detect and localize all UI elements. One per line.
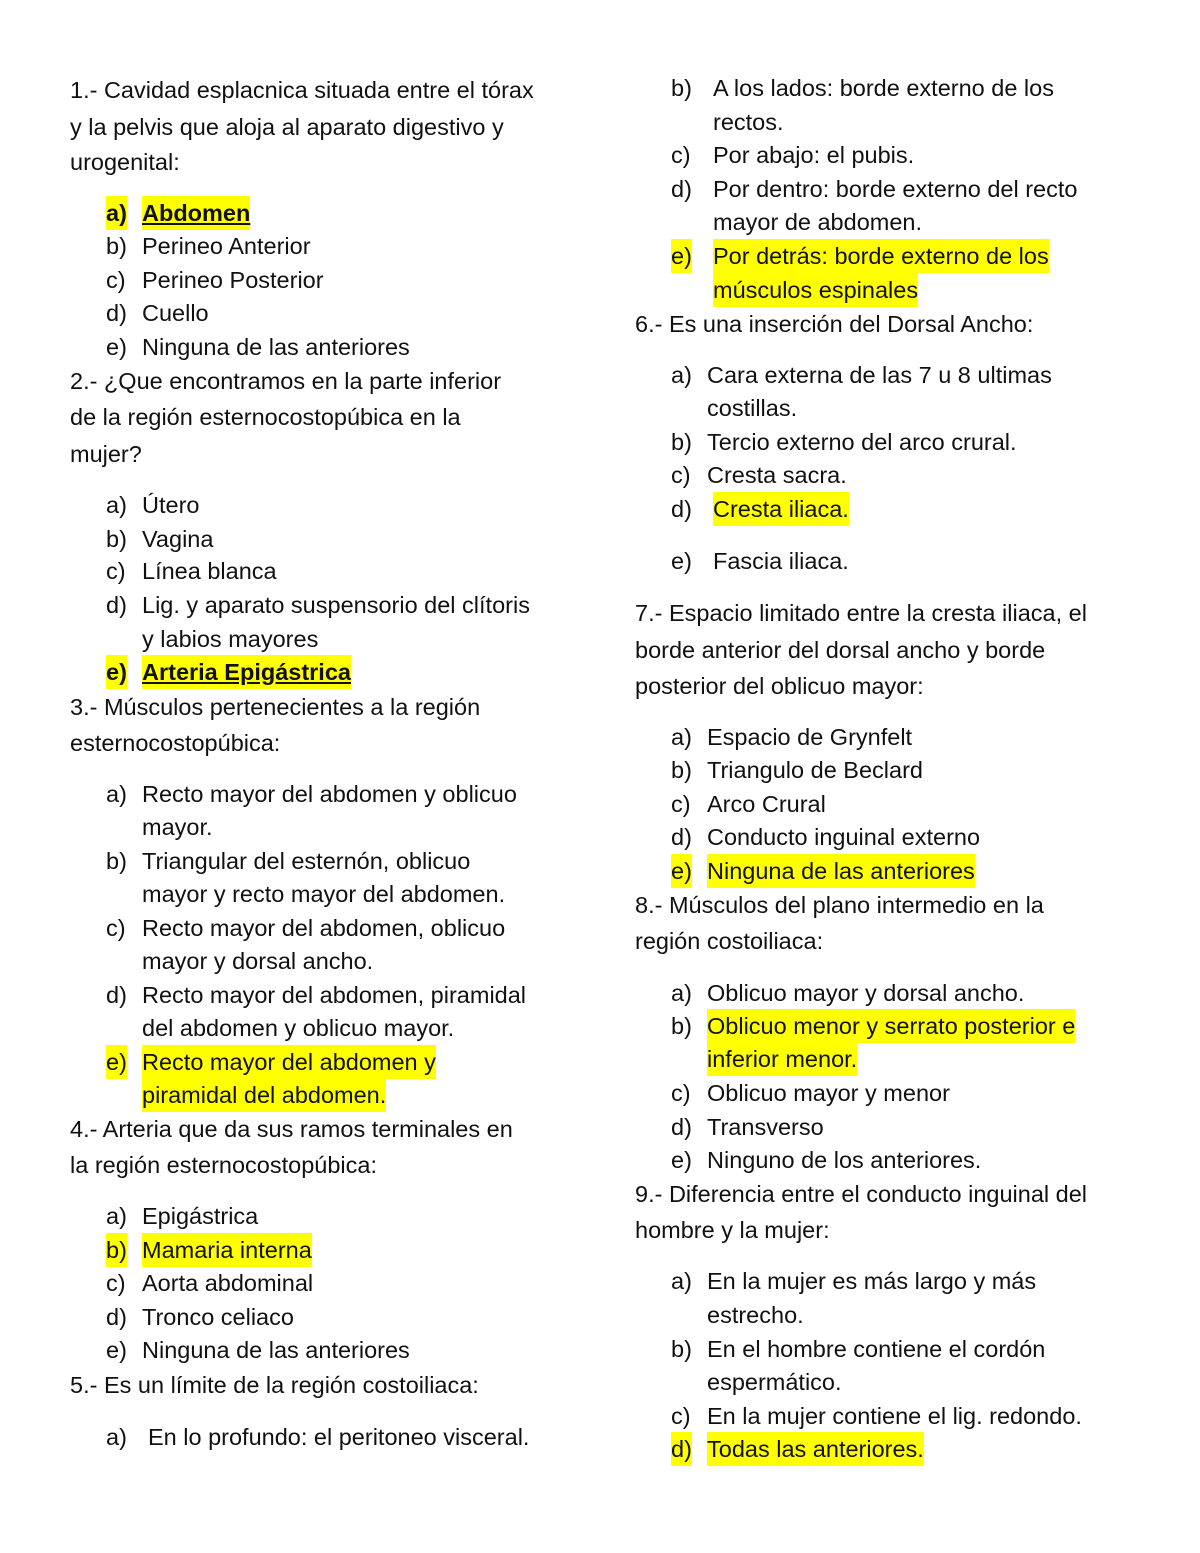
question-1-line-3: urogenital: [70, 149, 180, 175]
question-4-line-2: la región esternocostopúbica: [70, 1152, 378, 1178]
page: 1.- Cavidad esplacnica situada entre el tórax y la pelvis que aloja al aparato digestivo y urogenital: a) Abdomen b) Perineo Anterior c) Perineo Posterior d) Cuello e) Ninguna de las anteriores 2.- ¿Que encontramos en la parte inferior de la región esternocostopúbica en la mujer? a) Útero b) Vagina c) Línea blanca d) Lig. y aparato suspensorio del clítoris y labios mayores e) Arteria Epigástrica 3.- Músculos pertenecientes a la región esternocostopúbica: a) Recto mayor del abdomen y oblicuo mayor. b) Triangular del esternón, oblicuo mayor y recto mayor del abdomen. c) Recto mayor del abdomen, oblicuo mayor y dorsal ancho. d) Recto mayor del abdomen, piramidal del abdomen y oblicuo mayor. e) Recto mayor del abdomen y piramidal del abdomen. 4.- Arteria que da sus ramos terminales en la región esternocostopúbica: a) Epigástrica b) Mamaria interna c) Aorta abdominal d) Tronco celiaco e) Ninguna de las anteriores 5.- Es un límite de la región costoiliaca: a) En lo profundo: el peritoneo visceral. b) A los lados: borde externo de los rectos. c) Por abajo: el pubis. d) Por dentro: borde externo del recto mayor de abdomen. e) Por detrás: borde externo de los músculos espinales 6.- Es una inserción del Dorsal Ancho: a) Cara externa de las 7 u 8 ultimas costillas. b) Tercio externo del arco crural. c) Cresta sacra. d) Cresta iliaca. e) Fascia iliaca. 7.- Espacio limitado entre la cresta iliaca, el borde anterior del dorsal ancho y borde posterior del oblicuo mayor: a) Espacio de Grynfelt b) Triangulo de Beclard c) Arco Crural d) Conducto inguinal externo e) Ninguna de las anteriores 8.- Músculos del plano intermedio en la región costoiliaca: a) Oblicuo mayor y dorsal ancho. b) Oblicuo menor y serrato posterior e inferior menor. c) Oblicuo mayor y menor d) Transverso e) Ninguno de los anteriores. 9.- Diferencia entre el conducto inguinal del hombre y la mujer: a) En la mujer es más largo y más estrecho. b) En el hombre contiene el cordón espermático. c) En la mujer contiene el lig. redondo. d) Todas las anteriores. [0, 0, 1200, 1553]
question-8-line-2: región costoiliaca: [635, 928, 824, 954]
question-2-line-3: mujer? [70, 441, 142, 467]
question-4: 4.- Arteria que da sus ramos terminales en [70, 1116, 513, 1142]
question-9: 9.- Diferencia entre el conducto inguinal del [635, 1181, 1087, 1207]
question-8: 8.- Músculos del plano intermedio en la [635, 892, 1044, 918]
question-2: 2.- ¿Que encontramos en la parte inferior [70, 368, 502, 394]
question-6: 6.- Es una inserción del Dorsal Ancho: [635, 311, 1034, 337]
question-3: 3.- Músculos pertenecientes a la región [70, 694, 481, 720]
question-2-line-2: de la región esternocostopúbica en la [70, 404, 461, 430]
question-9-line-2: hombre y la mujer: [635, 1217, 830, 1243]
question-7: 7.- Espacio limitado entre la cresta iliaca, el [635, 600, 1087, 626]
question-1: 1.- Cavidad esplacnica situada entre el tórax [70, 77, 534, 103]
question-5: 5.- Es un límite de la región costoiliaca: [70, 1372, 479, 1398]
question-3-line-2: esternocostopúbica: [70, 730, 281, 756]
question-7-line-2: borde anterior del dorsal ancho y borde [635, 637, 1046, 663]
question-7-line-3: posterior del oblicuo mayor: [635, 673, 924, 699]
question-1-line-2: y la pelvis que aloja al aparato digestivo y [70, 114, 504, 140]
